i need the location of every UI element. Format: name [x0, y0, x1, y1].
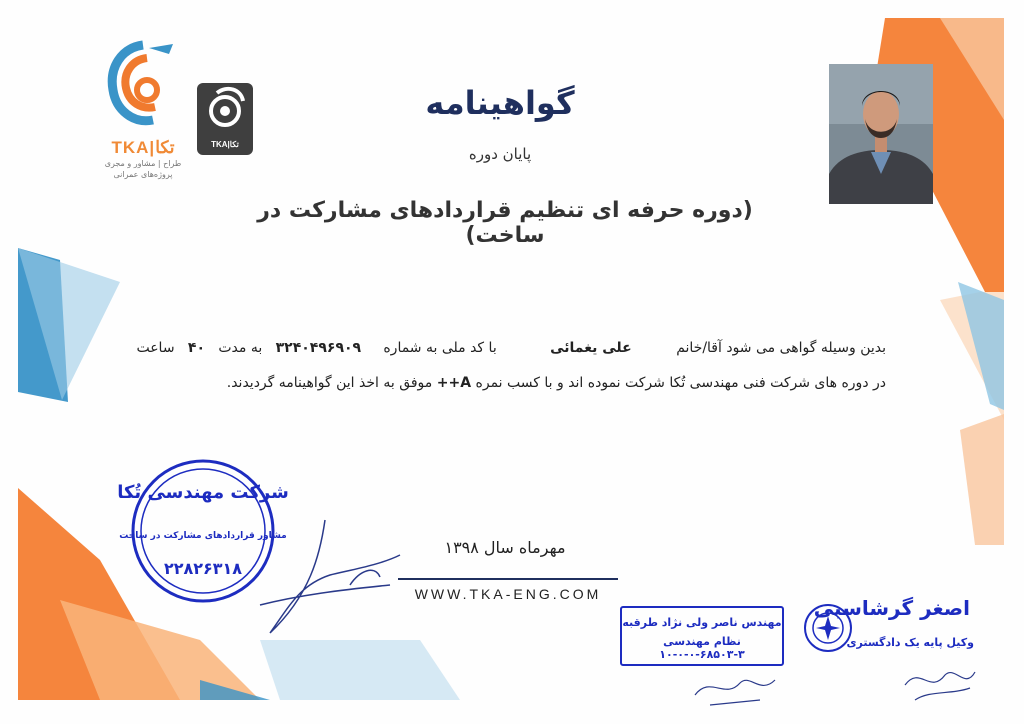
grade-value: A++	[436, 375, 472, 391]
tka-logo	[88, 40, 198, 190]
person-photo-icon	[829, 64, 933, 204]
tka-tagline-1: طراح | مشاور و مجری	[104, 159, 182, 168]
intro-text: بدین وسیله گواهی می شود آقا/خانم	[676, 340, 886, 356]
recipient-name: علی یغمائی	[550, 340, 632, 356]
certificate-title: گواهینامه	[425, 84, 575, 122]
certificate-body-line-2	[126, 375, 886, 391]
tka-badge-logo	[197, 83, 253, 155]
duration-label: به مدت	[218, 340, 263, 356]
issue-date: مهرماه سال ۱۳۹۸	[444, 538, 566, 557]
certificate-subtitle: پایان دوره	[468, 145, 532, 163]
course-name: (دوره حرفه ای تنظیم قراردادهای مشارکت در ساخت)	[257, 198, 753, 248]
line2-part1: در دوره های شرکت فنی مهندسی تُکا شرکت نموده اند و با کسب نمره	[475, 375, 886, 391]
hours-unit: ساعت	[136, 340, 175, 356]
engineer-name: مهندس ناصر ولی نژاد طرقبه	[622, 616, 782, 629]
national-id: ۳۲۴۰۴۹۶۹۰۹	[275, 340, 362, 356]
lawyer-stamp	[800, 592, 980, 662]
line2-part2: موفق به اخذ این گواهینامه گردیدند.	[226, 375, 433, 391]
engineer-license: نظام مهندسی ۳-۶۸۵۰۳-۰-۰-۱۰	[659, 635, 745, 661]
signature-3	[900, 660, 980, 705]
recipient-photo	[829, 64, 933, 204]
badge-mark-icon	[197, 83, 253, 133]
engineer-rect-stamp	[620, 606, 784, 666]
national-id-label: با کد ملی به شماره	[383, 340, 497, 356]
duration-value: ۴۰	[187, 340, 206, 356]
signature-2	[690, 665, 780, 710]
stamp-number: ۲۲۸۲۶۳۱۸	[163, 559, 243, 578]
tka-brand-text: TKA|تکا	[111, 138, 175, 157]
signature-1	[240, 515, 410, 645]
badge-text: TKA|تکا	[211, 140, 239, 149]
lawyer-role: وکیل پایه یک دادگستری	[846, 636, 974, 649]
certificate-body-line-1	[126, 340, 886, 356]
stamp-company-role: مشاور قراردادهای مشارکت در ساخت	[119, 531, 287, 541]
stamp-company-name: شرکت مهندسی تُکا	[117, 482, 289, 503]
lawyer-name: اصغر گرشاسبی	[813, 596, 970, 620]
tka-tagline-2: پروژه‌های عمرانی	[113, 170, 173, 179]
website-url: WWW.TKA-ENG.COM	[398, 578, 618, 602]
tka-logo-mark-icon	[103, 40, 183, 130]
